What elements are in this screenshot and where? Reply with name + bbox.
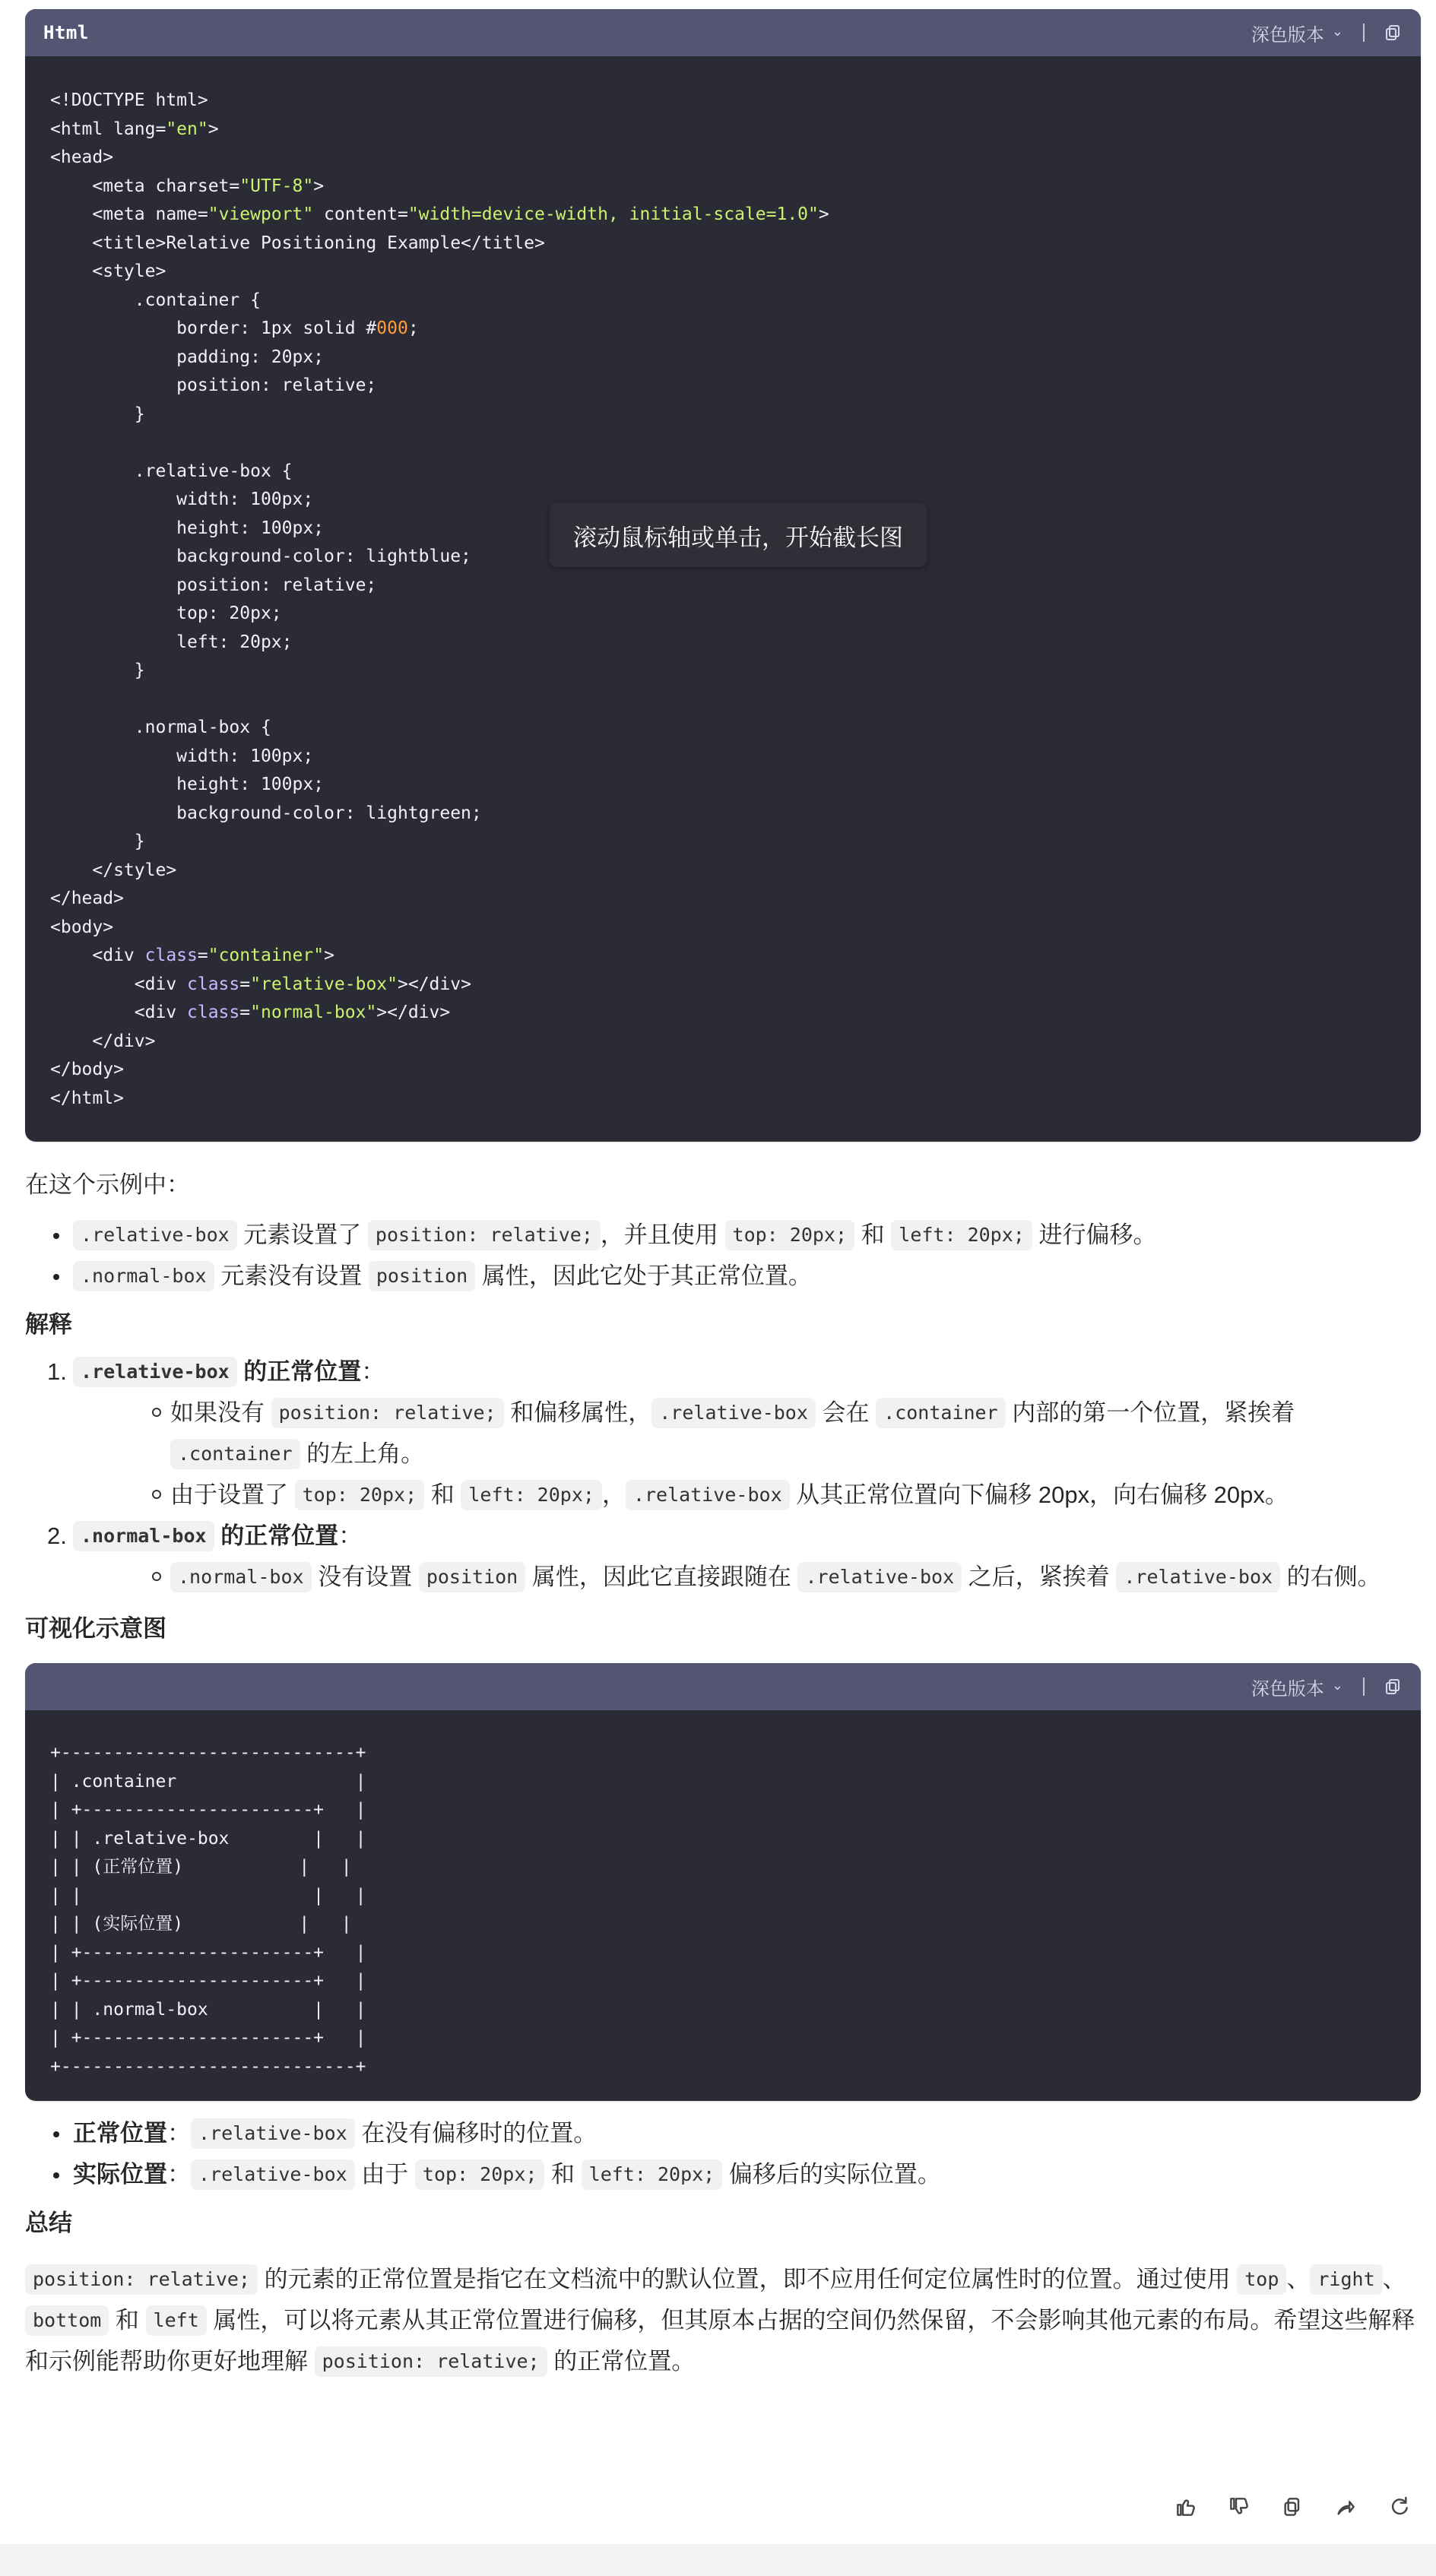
inline-code: position: relative; — [315, 2346, 547, 2377]
body-text: ： — [167, 2161, 191, 2188]
body-text: 和 — [544, 2161, 582, 2188]
code-token: content= — [313, 204, 408, 224]
inline-code: .container — [170, 1439, 300, 1469]
tool-divider — [1363, 24, 1365, 42]
body-text: 和 — [109, 2307, 146, 2334]
diagram-line: +----------------------------+ — [50, 2056, 366, 2077]
explanation-item-title — [73, 1516, 1421, 1557]
body-text: 和偏移属性， — [503, 1399, 652, 1426]
item-number: 2. — [47, 1522, 67, 1549]
theme-toggle[interactable] — [1251, 20, 1343, 46]
share-button[interactable] — [1330, 2491, 1362, 2523]
diagram-line: | | | | — [50, 1885, 366, 1906]
html-code-content — [25, 56, 1421, 1142]
chat-response — [25, 9, 1421, 2382]
explanation-title: 解释 — [25, 1311, 72, 1338]
explanation-subpoint — [73, 1393, 1421, 1475]
chevron-down-icon: ⌄ — [1331, 24, 1343, 40]
inline-code: .normal-box — [73, 1261, 214, 1291]
diagram-line: | +----------------------+ | — [50, 1800, 366, 1820]
body-text: ，并且使用 — [600, 1221, 725, 1248]
strong-text: 实际位置 — [73, 2161, 167, 2188]
inline-code: .normal-box — [170, 1562, 312, 1592]
page-bottom-strip — [0, 2544, 1436, 2576]
code-line: </style> — [50, 860, 177, 880]
code-line: height: 100px; — [50, 775, 325, 794]
body-text: 、 — [1382, 2266, 1406, 2292]
diagram-title: 可视化示意图 — [25, 1615, 166, 1642]
body-text: ： — [167, 2120, 191, 2147]
code-token: "UTF-8" — [239, 176, 314, 196]
example-point — [25, 1256, 1421, 1297]
summary-title: 总结 — [25, 2210, 72, 2236]
inline-code: left — [146, 2305, 207, 2336]
positions-content — [25, 2113, 1421, 2382]
diagram-line: | .container | — [50, 1771, 366, 1792]
code-token: "container" — [208, 946, 325, 965]
code-token: > — [313, 176, 325, 196]
copy-icon — [1280, 2495, 1304, 2519]
inline-code: .container — [876, 1398, 1006, 1428]
item-number: 1. — [47, 1358, 67, 1385]
code-line — [50, 173, 1396, 201]
explanation-subpoint — [73, 1557, 1421, 1598]
thumbs-down-button[interactable] — [1223, 2491, 1255, 2523]
code-token: ; — [407, 318, 419, 338]
body-text: 没有设置 — [311, 1564, 419, 1590]
code-line: </div> — [50, 1031, 156, 1051]
code-line: padding: 20px; — [50, 347, 325, 367]
code-line: .container { — [50, 290, 261, 310]
copy-answer-button[interactable] — [1276, 2491, 1308, 2523]
inline-code: right — [1310, 2264, 1382, 2295]
position-points-list — [25, 2113, 1421, 2195]
code-token: "width=device-width, initial-scale=1.0" — [407, 204, 819, 224]
code-token: "en" — [166, 119, 208, 139]
diagram-tool-divider — [1363, 1678, 1365, 1696]
code-token: > — [208, 119, 219, 139]
body-text: 属性，因此它直接跟随在 — [525, 1564, 798, 1590]
code-line: </body> — [50, 1060, 124, 1079]
strong-text: 的正常位置 — [236, 1358, 362, 1385]
long-screenshot-tip: 滚动鼠标轴或单击，开始截长图 — [550, 503, 927, 567]
code-token: <div — [50, 1003, 188, 1022]
body-text: ， — [601, 1481, 626, 1508]
diagram-line: +----------------------------+ — [50, 1743, 366, 1763]
body-text: 进行偏移。 — [1032, 1221, 1157, 1248]
code-token: border: 1px solid # — [50, 318, 377, 338]
inline-code: bottom — [25, 2305, 109, 2336]
message-actions — [1170, 2491, 1415, 2523]
code-line: } — [50, 832, 145, 851]
code-language-label: Html — [43, 22, 89, 43]
inline-code: left: 20px; — [461, 1480, 602, 1510]
code-token: <meta name= — [50, 204, 208, 224]
code-token: 000 — [376, 318, 408, 338]
inline-code: position: relative; — [25, 2264, 258, 2295]
example-points-list — [25, 1215, 1421, 1297]
code-token: > — [324, 946, 334, 965]
thumbs-up-icon — [1174, 2495, 1198, 2519]
html-code-block — [25, 9, 1421, 1142]
code-line: height: 100px; — [50, 518, 325, 538]
code-block-tools — [1251, 20, 1403, 46]
copy-button[interactable] — [1384, 24, 1403, 42]
code-line: <body> — [50, 917, 114, 937]
code-token: = — [239, 974, 251, 994]
strong-text: 正常位置 — [73, 2120, 167, 2147]
code-line: .normal-box { — [50, 718, 271, 737]
inline-code: position — [369, 1261, 475, 1291]
inline-code: left: 20px; — [891, 1220, 1032, 1250]
inline-code: .normal-box — [73, 1521, 214, 1551]
diagram-line: | | (正常位置) | | — [50, 1857, 352, 1877]
code-token: = — [197, 946, 208, 965]
code-token: ></div> — [376, 1003, 451, 1022]
body-text: 由于设置了 — [170, 1481, 295, 1508]
body-text: 的右侧。 — [1280, 1564, 1381, 1590]
copy-icon — [1384, 24, 1403, 42]
share-icon — [1333, 2495, 1358, 2519]
chevron-down-icon: ⌄ — [1331, 1678, 1343, 1694]
inline-code: top: 20px; — [725, 1220, 855, 1250]
code-line: width: 100px; — [50, 490, 314, 509]
code-token: <html lang= — [50, 119, 166, 139]
code-line — [50, 971, 1396, 1000]
body-text: 在没有偏移时的位置。 — [354, 2120, 598, 2147]
code-line: <!DOCTYPE html> — [50, 90, 208, 110]
inline-code: left: 20px; — [582, 2159, 723, 2190]
diagram-line: | | .relative-box | | — [50, 1828, 366, 1849]
code-token: > — [818, 204, 829, 224]
code-line: width: 100px; — [50, 746, 314, 766]
summary-paragraph — [25, 2259, 1421, 2382]
inline-code: .relative-box — [191, 2159, 355, 2190]
inline-code: .relative-box — [73, 1220, 237, 1250]
inline-code: top: 20px; — [415, 2159, 545, 2190]
code-line: </html> — [50, 1088, 124, 1108]
explanation-list — [25, 1351, 1421, 1598]
explanation-item — [25, 1351, 1421, 1516]
diagram-code-header — [25, 1663, 1421, 1710]
theme-toggle-label: 深色版本 — [1251, 24, 1324, 46]
inline-code: position: relative; — [368, 1220, 601, 1250]
thumbs-up-button[interactable] — [1170, 2491, 1202, 2523]
inline-code: .relative-box — [626, 1480, 790, 1510]
inline-code: position — [419, 1562, 525, 1592]
diagram-code-tools — [1251, 1674, 1403, 1700]
explanation-subpoints — [73, 1393, 1421, 1516]
code-line: </head> — [50, 889, 124, 908]
body-text: ： — [338, 1522, 363, 1549]
code-block-header — [25, 9, 1421, 56]
code-line: <title>Relative Positioning Example</title> — [50, 233, 545, 253]
diagram-theme-toggle-label: 深色版本 — [1251, 1678, 1324, 1700]
code-line: } — [50, 404, 145, 424]
code-token: <meta charset= — [50, 176, 240, 196]
inline-code: position: relative; — [271, 1398, 504, 1428]
refresh-button[interactable] — [1383, 2491, 1415, 2523]
code-line — [50, 201, 1396, 230]
body-text: 和 — [854, 1221, 892, 1248]
code-line — [50, 116, 1396, 144]
diagram-line: | +----------------------+ | — [50, 2028, 366, 2048]
code-token: <div — [50, 946, 145, 965]
code-line — [50, 686, 1396, 714]
diagram-code-content — [25, 1710, 1421, 2101]
code-line: <style> — [50, 261, 166, 281]
code-token: class — [187, 974, 240, 994]
code-line: background-color: lightgreen; — [50, 803, 482, 823]
code-line: left: 20px; — [50, 632, 293, 652]
code-line: top: 20px; — [50, 604, 282, 623]
explanation-content — [25, 1164, 1421, 1649]
code-token: = — [239, 1003, 251, 1022]
diagram-line: | | (实际位置) | | — [50, 1914, 352, 1934]
body-text: 如果没有 — [170, 1399, 271, 1426]
code-line: background-color: lightblue; — [50, 547, 471, 566]
body-text: 、 — [1286, 2266, 1311, 2292]
position-point — [25, 2113, 1421, 2154]
inline-code: .relative-box — [651, 1398, 816, 1428]
code-line — [50, 315, 1396, 344]
body-text: 元素没有设置 — [214, 1263, 369, 1289]
code-token: class — [144, 946, 198, 965]
explanation-subpoints — [73, 1557, 1421, 1598]
body-text: 从其正常位置向下偏移 20px，向右偏移 20px。 — [789, 1481, 1289, 1508]
position-point — [25, 2154, 1421, 2195]
code-token: "viewport" — [208, 204, 314, 224]
body-text: 内部的第一个位置，紧挨着 — [1005, 1399, 1295, 1426]
body-text: 之后，紧挨着 — [962, 1564, 1117, 1590]
thumbs-down-icon — [1227, 2495, 1251, 2519]
code-token: class — [187, 1003, 240, 1022]
code-token: "relative-box" — [250, 974, 398, 994]
code-line: position: relative; — [50, 375, 377, 395]
diagram-line: | +----------------------+ | — [50, 1942, 366, 1963]
code-line: .relative-box { — [50, 461, 293, 481]
body-text: 的元素的正常位置是指它在文档流中的默认位置，即不应用任何定位属性时的位置。通过使用 — [257, 2266, 1238, 2292]
code-line — [50, 999, 1396, 1028]
body-text: 的左上角。 — [300, 1440, 425, 1467]
inline-code: top — [1237, 2264, 1286, 2295]
refresh-icon — [1387, 2495, 1411, 2519]
inline-code: .relative-box — [797, 1562, 962, 1592]
body-text: 元素设置了 — [236, 1221, 368, 1248]
body-text: 偏移后的实际位置。 — [722, 2161, 941, 2188]
explanation-item — [25, 1516, 1421, 1598]
code-line — [50, 429, 1396, 458]
body-text: 属性，因此它处于其正常位置。 — [475, 1263, 812, 1289]
code-token: <div — [50, 974, 188, 994]
diagram-copy-button[interactable] — [1384, 1678, 1403, 1696]
inline-code: top: 20px; — [295, 1480, 425, 1510]
code-line — [50, 942, 1396, 971]
code-line: position: relative; — [50, 575, 377, 595]
body-text: 和 — [424, 1481, 461, 1508]
intro-text: 在这个示例中： — [25, 1171, 190, 1198]
strong-text: 的正常位置 — [214, 1522, 339, 1549]
inline-code: .relative-box — [1116, 1562, 1280, 1592]
diagram-theme-toggle[interactable] — [1251, 1674, 1343, 1700]
body-text: 属性，可以将元素从其正常位置进行偏移，但其原本占据的空间仍然保留，不会影响其他元素的布局。希望这些解释和示例能帮助你更好地理解 — [25, 2307, 1415, 2375]
example-point — [25, 1215, 1421, 1256]
diagram-code-block — [25, 1663, 1421, 2101]
copy-icon — [1384, 1678, 1403, 1696]
diagram-line: | | .normal-box | | — [50, 1999, 366, 2020]
explanation-item-title — [73, 1351, 1421, 1393]
body-text: 的正常位置。 — [547, 2348, 696, 2375]
inline-code: .relative-box — [73, 1357, 237, 1387]
body-text: ： — [361, 1358, 385, 1385]
diagram-line: | +----------------------+ | — [50, 1971, 366, 1991]
code-token: ></div> — [398, 974, 471, 994]
inline-code: .relative-box — [191, 2118, 355, 2149]
body-text: 由于 — [354, 2161, 415, 2188]
code-token: "normal-box" — [250, 1003, 377, 1022]
code-line: } — [50, 661, 145, 680]
body-text: 会在 — [815, 1399, 876, 1426]
explanation-subpoint — [73, 1475, 1421, 1516]
code-line: <head> — [50, 147, 114, 167]
